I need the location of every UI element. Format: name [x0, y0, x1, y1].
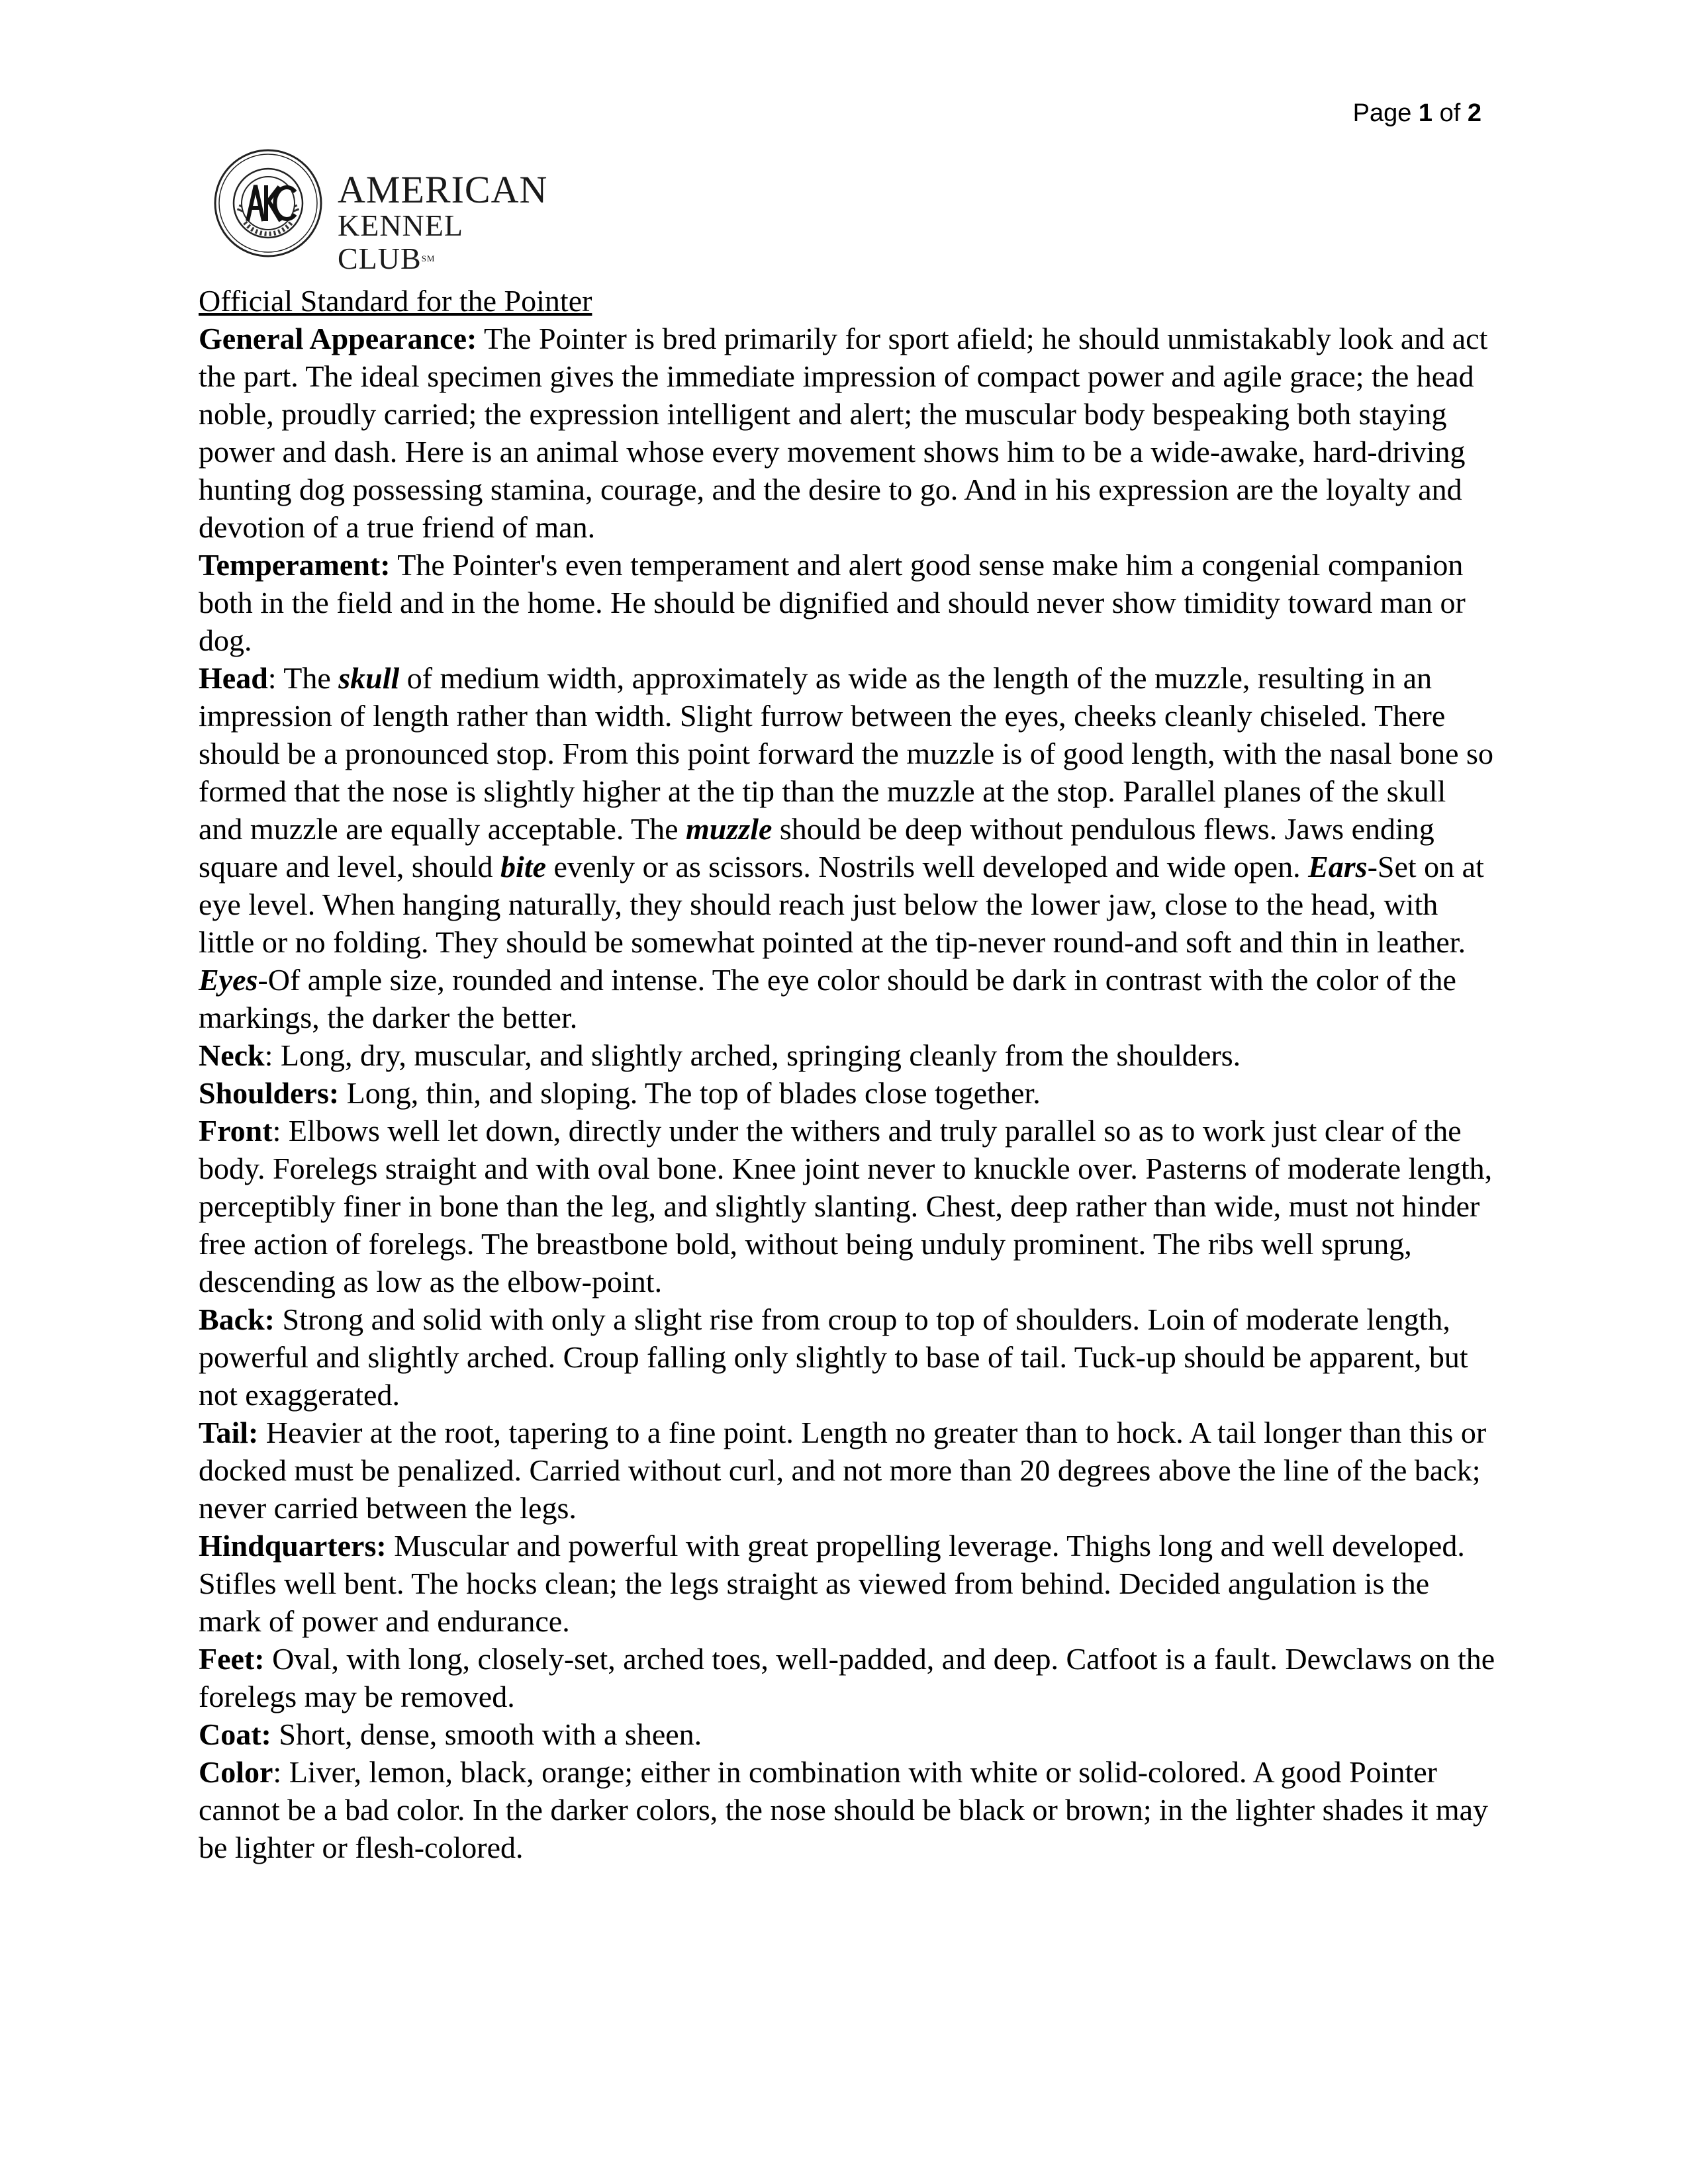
logo-service-mark: SM	[421, 253, 436, 263]
page-of: of	[1432, 99, 1468, 127]
section-text: The Pointer's even temperament and alert good sense make him a congenial companion both in the field and in the home. He should be dignified and should never show timidity toward man or dog.	[199, 548, 1466, 657]
section-text: Muscular and powerful with great propelling leverage. Thighs long and well developed. Stifles well bent. The hocks clean; the legs straight as viewed from behind. Decided angulation is the mark of power and endurance.	[199, 1529, 1465, 1638]
section-text: Short, dense, smooth with a sheen.	[271, 1717, 702, 1751]
section-back	[199, 1300, 1496, 1414]
section-label: General Appearance:	[199, 322, 477, 355]
standard-document	[199, 282, 1496, 1866]
section-color	[199, 1753, 1496, 1866]
page-number	[1353, 99, 1481, 128]
section-label: Shoulders:	[199, 1076, 340, 1110]
section-text: The Pointer is bred primarily for sport afield; he should unmistakably look and act the part. The ideal specimen gives the immediate impression of compact power and agile grace; the head noble, proudly carried; the expression intelligent and alert; the muscular body bespeaking both staying power and dash. Here is an animal whose every movement shows him to be a wide-awake, hard-driving hunting dog possessing stamina, courage, and the desire to go. And in his expression are the loyalty and devotion of a true friend of man.	[199, 322, 1488, 544]
section-text: : Liver, lemon, black, orange; either in combination with white or solid-colored. A good Pointer cannot be a bad color. In the darker colors, the nose should be black or brown; in the lighter shades it may be lighter or flesh-colored.	[199, 1755, 1489, 1864]
section-coat	[199, 1715, 1496, 1753]
term-ears: Ears	[1308, 850, 1368, 884]
section-label: Back:	[199, 1302, 275, 1336]
document-title: Official Standard for the Pointer	[199, 284, 592, 318]
section-shoulders	[199, 1074, 1496, 1112]
section-label: Color	[199, 1755, 273, 1789]
term-muzzle: muzzle	[686, 812, 773, 846]
head-text-6: -Of ample size, rounded and intense. The eye color should be dark in contrast with the color of the markings, the darker the better.	[199, 963, 1456, 1034]
section-temperament	[199, 546, 1496, 659]
section-hindquarters	[199, 1527, 1496, 1640]
page-current: 1	[1418, 99, 1433, 127]
term-skull: skull	[338, 661, 400, 695]
page-total: 2	[1467, 99, 1481, 127]
section-text: Oval, with long, closely-set, arched toes, well-padded, and deep. Catfoot is a fault. Dewclaws on the forelegs may be removed.	[199, 1642, 1495, 1713]
section-label: Feet:	[199, 1642, 265, 1676]
section-feet	[199, 1640, 1496, 1715]
section-text: Heavier at the root, tapering to a fine point. Length no greater than to hock. A tail longer than this or docked must be penalized. Carried without curl, and not more than 20 degrees above the line of the back; never carried between the legs.	[199, 1416, 1487, 1525]
logo-line2: KENNEL CLUB	[338, 208, 463, 275]
head-text-1: : The	[267, 661, 339, 695]
section-text: : Long, dry, muscular, and slightly arched, springing cleanly from the shoulders.	[264, 1038, 1241, 1072]
head-text-4: evenly or as scissors. Nostrils well developed and wide open.	[546, 850, 1309, 884]
section-text: Long, thin, and sloping. The top of blades close together.	[339, 1076, 1041, 1110]
section-label: Hindquarters:	[199, 1529, 387, 1563]
section-text: Strong and solid with only a slight rise from croup to top of shoulders. Loin of moderate length, powerful and slightly arched. Croup falling only slightly to base of tail. Tuck-up should be apparent, but not exaggerated.	[199, 1302, 1468, 1412]
logo-line1: AMERICAN	[338, 168, 548, 211]
akc-logo	[213, 148, 548, 275]
head-text-3: should be deep without pendulous flews. Jaws ending square and level, should	[199, 812, 1434, 884]
akc-seal-icon	[213, 148, 323, 258]
term-eyes: Eyes	[199, 963, 258, 997]
head-text-5: -Set on at eye level. When hanging naturally, they should reach just below the lower jaw, close to the head, with little or no folding. They should be somewhat pointed at the tip-never round-and soft and thin in leather.	[199, 850, 1484, 959]
page-prefix: Page	[1352, 99, 1419, 127]
section-label: Temperament:	[199, 548, 391, 582]
logo-wordmark	[338, 168, 548, 275]
section-general-appearance	[199, 320, 1496, 546]
section-label: Tail:	[199, 1416, 259, 1449]
section-text: : Elbows well let down, directly under the withers and truly parallel so as to work just clear of the body. Forelegs straight and with oval bone. Knee joint never to knuckle over. Pasterns of moderate length, perceptibly finer in bone than the leg, and slightly slanting. Chest, deep rather than wide, must not hinder free action of forelegs. The breastbone bold, without being unduly prominent. The ribs well sprung, descending as low as the elbow-point.	[199, 1114, 1493, 1298]
section-head	[199, 659, 1496, 1036]
section-label: Neck	[199, 1038, 265, 1072]
head-text-2: of medium width, approximately as wide as the length of the muzzle, resulting in an impression of length rather than width. Slight furrow between the eyes, cheeks cleanly chiseled. There should be a pronounced stop. From this point forward the muzzle is of good length, with the nasal bone so formed that the nose is slightly higher at the tip than the muzzle at the stop. Parallel planes of the skull and muzzle are equally acceptable. The	[199, 661, 1493, 846]
section-neck	[199, 1036, 1496, 1074]
section-front	[199, 1112, 1496, 1300]
section-label: Head	[199, 661, 268, 695]
term-bite: bite	[500, 850, 547, 884]
section-tail	[199, 1414, 1496, 1527]
section-label: Coat:	[199, 1717, 271, 1751]
logo-line2-wrap	[338, 209, 547, 275]
section-label: Front	[199, 1114, 273, 1148]
